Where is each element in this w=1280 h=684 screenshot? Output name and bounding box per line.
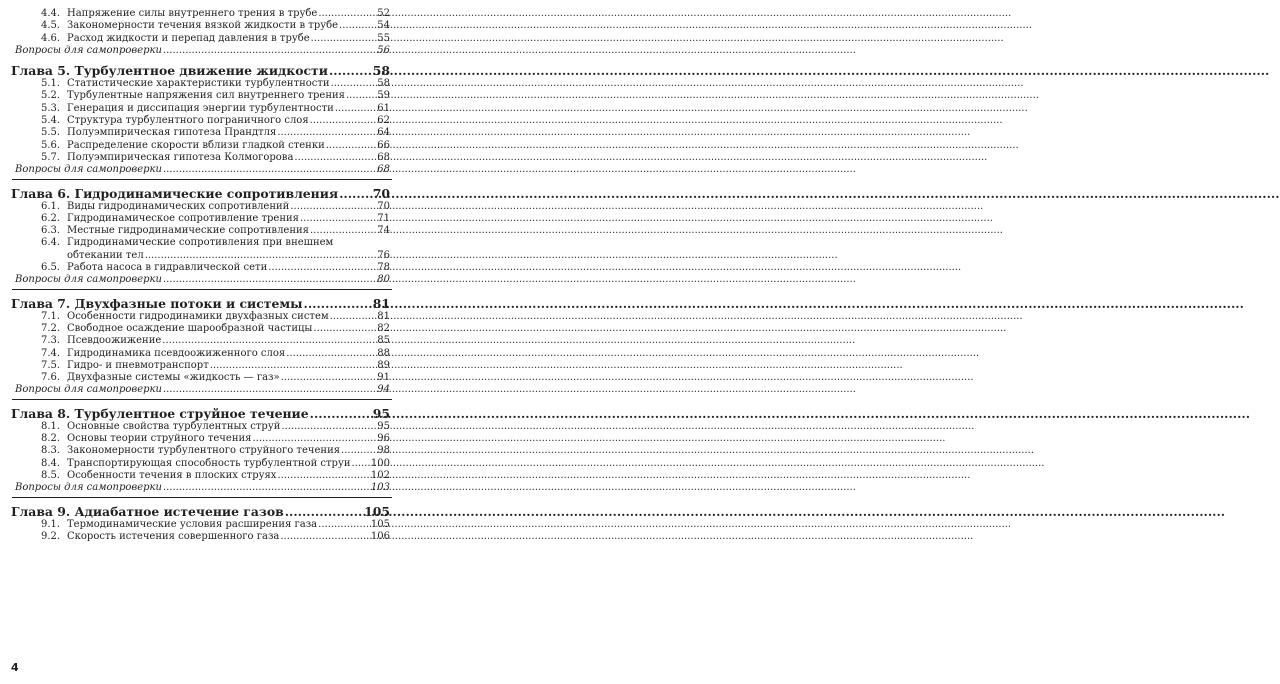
toc-entry[interactable] (0, 127, 404, 139)
chapter-page-number: 58 (372, 63, 390, 79)
chapter-divider (12, 399, 392, 400)
dot-leader (286, 348, 376, 360)
section-page-number: 95 (377, 420, 390, 432)
section-page-number: 62 (377, 115, 390, 127)
section-title: Генерация и диссипация энергии турбулентности (67, 102, 334, 114)
section-title: Особенности течения в плоских струях (67, 469, 277, 481)
toc-chapter-heading[interactable] (0, 186, 404, 201)
section-number: 7.4. (41, 347, 61, 359)
section-page-number: 68 (377, 151, 390, 163)
dot-leader (329, 63, 372, 78)
dot-leader (335, 103, 376, 115)
section-title: Полуэмпирическая гипотеза Колмогорова (67, 151, 294, 163)
chapter-divider (12, 497, 392, 498)
section-title: Закономерности течения вязкой жидкости в трубе (67, 20, 339, 32)
section-page-number: 56 (377, 44, 390, 56)
section-page-number: 89 (377, 359, 390, 371)
section-page-number: 76 (377, 249, 390, 261)
section-page-number: 68 (377, 164, 390, 176)
section-title: Закономерности турбулентного струйного течения (67, 445, 341, 457)
section-title: Скорость истечения совершенного газа (67, 530, 280, 542)
section-number: 8.5. (41, 469, 61, 481)
dot-leader (281, 372, 377, 384)
section-title: Работа насоса в гидравлической сети (67, 262, 268, 274)
toc-entry[interactable] (0, 262, 404, 274)
dot-leader (339, 186, 372, 201)
section-page-number: 61 (377, 102, 390, 114)
section-number: 7.1. (41, 310, 61, 322)
section-page-number: 94 (377, 384, 390, 396)
toc-entry[interactable] (0, 140, 404, 152)
toc-chapter-heading[interactable] (0, 296, 404, 311)
dot-leader (346, 90, 376, 102)
toc-entry[interactable] (0, 20, 404, 32)
section-number: 9.1. (41, 518, 61, 530)
section-page-number: 54 (377, 20, 390, 32)
section-page-number: 82 (377, 322, 390, 334)
section-number: 7.5. (41, 359, 61, 371)
section-title: Расход жидкости и перепад давления в трубе (67, 32, 310, 44)
dot-leader (300, 213, 376, 225)
dot-leader (331, 78, 377, 90)
section-number: 6.1. (41, 200, 61, 212)
dot-leader (280, 531, 370, 543)
section-title: Двухфазные системы «жидкость — газ» (67, 372, 280, 384)
section-number: 5.4. (41, 115, 61, 127)
section-title: Свободное осаждение шарообразной частицы (67, 322, 313, 334)
section-title: Особенности гидродинамики двухфазных систем (67, 310, 329, 322)
section-title: Гидро- и пневмотранспорт (67, 359, 209, 371)
section-number: 8.1. (41, 420, 61, 432)
dot-leader (162, 335, 376, 347)
dot-leader (310, 225, 376, 237)
section-page-number: 64 (377, 127, 390, 139)
toc-entry[interactable] (0, 78, 404, 90)
dot-leader (339, 20, 376, 32)
toc-entry[interactable] (0, 152, 404, 164)
dot-leader (145, 250, 377, 262)
chapter-divider (12, 179, 392, 180)
section-number: 5.5. (41, 127, 61, 139)
dot-leader (277, 127, 376, 139)
dot-leader (352, 458, 370, 470)
toc-entry[interactable] (0, 421, 404, 433)
dot-leader (163, 482, 370, 494)
section-page-number: 80 (377, 274, 390, 286)
dot-leader (318, 8, 376, 20)
toc-entry[interactable] (0, 458, 404, 470)
section-title: Гидродинамическое сопротивление трения (67, 212, 299, 224)
table-of-contents (0, 8, 404, 543)
toc-entry[interactable] (0, 519, 404, 531)
dot-leader (310, 115, 377, 127)
section-number: 6.5. (41, 262, 61, 274)
section-page-number: 81 (377, 310, 390, 322)
section-title: Структура турбулентного пограничного слоя (67, 115, 309, 127)
section-page-number: 103 (370, 482, 390, 494)
toc-entry[interactable] (0, 360, 404, 372)
section-page-number: 105 (370, 518, 390, 530)
section-page-number: 52 (377, 8, 390, 19)
section-title: Вопросы для самопроверки (15, 482, 162, 494)
dot-leader (163, 45, 376, 57)
section-page-number: 100 (370, 457, 390, 469)
toc-entry[interactable] (0, 323, 404, 335)
toc-entry[interactable] (0, 213, 404, 225)
section-page-number: 70 (377, 200, 390, 212)
section-page-number: 96 (377, 433, 390, 445)
chapter-page-number: 95 (372, 405, 390, 421)
dot-leader (285, 504, 363, 519)
toc-entry[interactable] (0, 115, 404, 127)
section-page-number: 91 (377, 372, 390, 384)
toc-entry[interactable] (0, 445, 404, 457)
toc-entry[interactable] (0, 335, 404, 347)
toc-entry[interactable] (0, 103, 404, 115)
section-number: 8.3. (41, 445, 61, 457)
dot-leader (252, 433, 376, 445)
section-title: Гидродинамика псевдоожиженного слоя (67, 347, 286, 359)
toc-review-questions[interactable] (0, 482, 404, 494)
dot-leader (281, 421, 376, 433)
section-title: Полуэмпирическая гипотеза Прандтля (67, 127, 277, 139)
chapter-title: Глава 8. Турбулентное струйное течение (11, 405, 309, 421)
toc-entry[interactable] (0, 372, 404, 384)
section-number: 5.3. (41, 102, 61, 114)
section-title-continuation: обтекании тел (67, 249, 144, 261)
chapter-page-number: 105 (364, 503, 390, 519)
toc-entry[interactable] (0, 311, 404, 323)
section-page-number: 58 (377, 78, 390, 90)
toc-chapter-heading[interactable] (0, 504, 404, 519)
toc-entry[interactable] (0, 90, 404, 102)
section-number: 6.4. (41, 237, 61, 249)
dot-leader (294, 152, 376, 164)
section-title: Гидродинамические сопротивления при внешнем (67, 237, 334, 249)
section-number: 6.3. (41, 225, 61, 237)
toc-entry[interactable] (0, 470, 404, 482)
dot-leader (311, 33, 377, 45)
toc-entry[interactable] (0, 201, 404, 213)
section-number: 7.2. (41, 322, 61, 334)
dot-leader (304, 296, 372, 311)
toc-entry-continuation[interactable] (0, 250, 404, 262)
section-page-number: 85 (377, 335, 390, 347)
section-number: 7.6. (41, 372, 61, 384)
section-title: Вопросы для самопроверки (15, 274, 162, 286)
dot-leader (313, 323, 376, 335)
toc-review-questions[interactable] (0, 384, 404, 396)
section-number: 7.3. (41, 335, 61, 347)
chapter-title: Глава 7. Двухфазные потоки и системы (11, 295, 303, 311)
section-number: 5.6. (41, 139, 61, 151)
page-number: 4 (11, 661, 19, 674)
section-number: 4.4. (41, 8, 61, 19)
dot-leader (310, 406, 372, 421)
section-page-number: 59 (377, 90, 390, 102)
section-page-number: 66 (377, 139, 390, 151)
section-title: Транспортирующая способность турбулентной струи (67, 457, 351, 469)
dot-leader (341, 445, 376, 457)
section-page-number: 106 (370, 530, 390, 542)
chapter-divider (12, 289, 392, 290)
toc-entry[interactable] (0, 433, 404, 445)
section-title: Виды гидродинамических сопротивлений (67, 200, 290, 212)
section-title: Термодинамические условия расширения газа (67, 518, 318, 530)
toc-review-questions[interactable] (0, 274, 404, 286)
section-title: Вопросы для самопроверки (15, 384, 162, 396)
toc-entry[interactable] (0, 225, 404, 237)
dot-leader (318, 519, 370, 531)
toc-entry[interactable] (0, 531, 404, 543)
section-number: 5.2. (41, 90, 61, 102)
section-page-number: 88 (377, 347, 390, 359)
section-number: 5.7. (41, 151, 61, 163)
section-number: 8.2. (41, 433, 61, 445)
dot-leader (163, 164, 376, 176)
dot-leader (326, 140, 377, 152)
section-number: 4.5. (41, 20, 61, 32)
section-title: Статистические характеристики турбулентности (67, 78, 330, 90)
dot-leader (268, 262, 376, 274)
chapter-page-number: 81 (372, 295, 390, 311)
section-page-number: 71 (377, 212, 390, 224)
section-title: Напряжение силы внутреннего трения в трубе (67, 8, 318, 19)
dot-leader (163, 274, 376, 286)
section-page-number: 74 (377, 225, 390, 237)
dot-leader (277, 470, 369, 482)
section-title: Распределение скорости вблизи гладкой стенки (67, 139, 325, 151)
section-number: 9.2. (41, 530, 61, 542)
dot-leader (330, 311, 377, 323)
toc-entry[interactable] (0, 33, 404, 45)
dot-leader (210, 360, 377, 372)
book-page (0, 0, 404, 684)
section-page-number: 78 (377, 262, 390, 274)
section-title: Вопросы для самопроверки (15, 164, 162, 176)
toc-entry[interactable] (0, 8, 404, 20)
toc-review-questions[interactable] (0, 164, 404, 176)
chapter-page-number: 70 (372, 185, 390, 201)
toc-chapter-heading[interactable] (0, 63, 404, 78)
section-number: 4.6. (41, 32, 61, 44)
section-number: 8.4. (41, 457, 61, 469)
toc-entry[interactable] (0, 237, 404, 249)
section-title: Турбулентные напряжения сил внутреннего трения (67, 90, 345, 102)
section-page-number: 102 (370, 469, 390, 481)
section-title: Вопросы для самопроверки (15, 44, 162, 56)
section-title: Основные свойства турбулентных струй (67, 420, 281, 432)
chapter-title: Глава 5. Турбулентное движение жидкости (11, 63, 328, 79)
section-title: Псевдоожижение (67, 335, 162, 347)
chapter-title: Глава 9. Адиабатное истечение газов (11, 503, 284, 519)
section-page-number: 98 (377, 445, 390, 457)
chapter-title: Глава 6. Гидродинамические сопротивления (11, 185, 339, 201)
toc-entry[interactable] (0, 348, 404, 360)
section-title: Местные гидродинамические сопротивления (67, 225, 309, 237)
dot-leader (290, 201, 376, 213)
toc-chapter-heading[interactable] (0, 406, 404, 421)
dot-leader (163, 384, 376, 396)
toc-review-questions[interactable] (0, 45, 404, 57)
section-number: 6.2. (41, 212, 61, 224)
section-title: Основы теории струйного течения (67, 433, 252, 445)
section-number: 5.1. (41, 78, 61, 90)
section-page-number: 55 (377, 32, 390, 44)
